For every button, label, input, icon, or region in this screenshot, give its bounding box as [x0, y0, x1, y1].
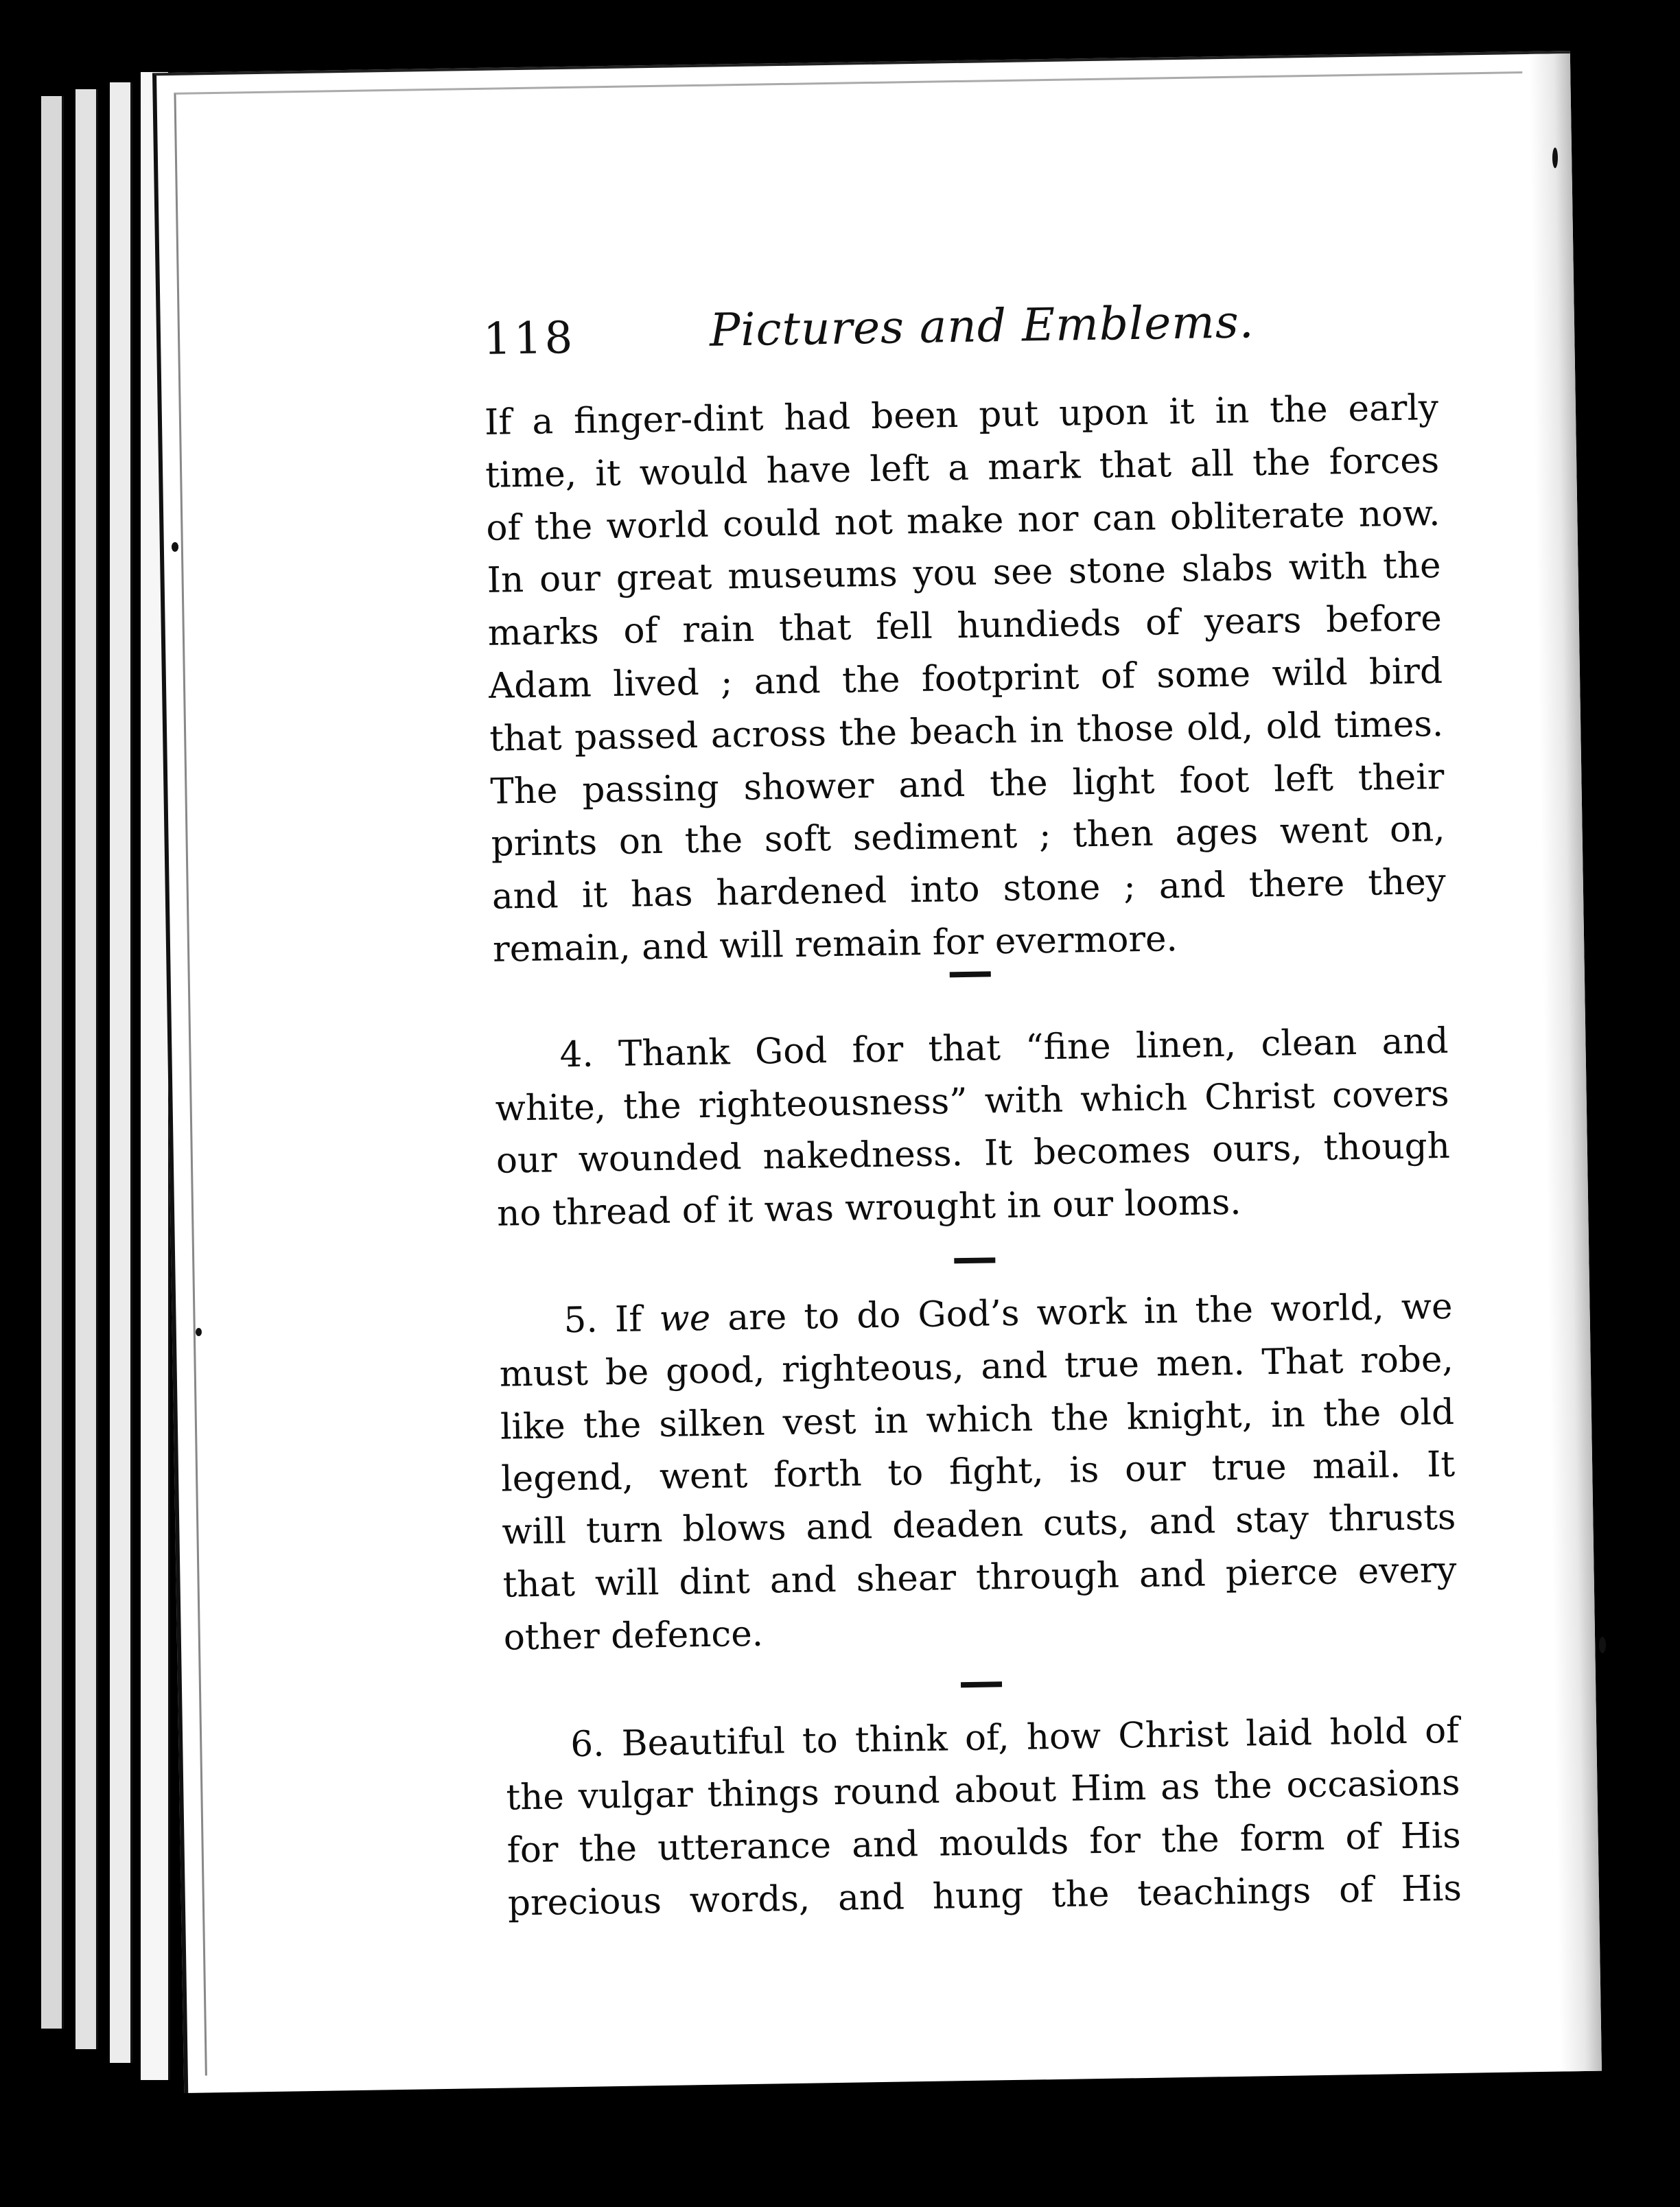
text-line: time, it would have left a mark that all the forces [485, 439, 1440, 496]
text-line: white, the righteousness” with which Christ covers [495, 1073, 1450, 1130]
divider-rule [954, 1257, 995, 1263]
text-line: will turn blows and deaden cuts, and stay thrusts [501, 1496, 1456, 1553]
text-run: are to do God’s work in the world, we [727, 1285, 1453, 1339]
text-line: no thread of it was wrought in our looms. [496, 1181, 1241, 1235]
page-edge [110, 82, 132, 2063]
text-line: the vulgar things round about Him as the occasions [506, 1762, 1460, 1819]
text-run: 5. If [563, 1298, 642, 1342]
text-line: 6. Beautiful to think of, how Christ laid hold of [570, 1709, 1460, 1765]
text-line: of the world could not make nor can obliterate now. [486, 492, 1440, 549]
page-number: 118 [482, 312, 576, 365]
text-line: remain, and will remain for evermore. [492, 918, 1178, 970]
text-line: that passed across the beach in those old, old times. [489, 703, 1444, 760]
text-line: that will dint and shear through and pierce every [502, 1549, 1457, 1606]
text-line: and it has hardened into stone ; and there they [491, 861, 1447, 918]
text-line: our wounded nakedness. It becomes ours, though [495, 1125, 1451, 1182]
page-edge [75, 89, 98, 2049]
text-line: legend, went forth to fight, is our true mail. It [500, 1444, 1456, 1501]
text-line: other defence. [503, 1613, 764, 1659]
paragraph-6 [505, 1704, 1462, 1930]
text-line: precious words, and hung the teachings of His [507, 1867, 1462, 1924]
paragraph-4 [494, 1015, 1451, 1241]
scan-speck [172, 542, 178, 552]
text-line: 4. Thank God for that “fine linen, clean and [559, 1020, 1449, 1076]
text-line: like the silken vest in which the knight, in the old [500, 1391, 1455, 1448]
running-title: Pictures and Emblems. [709, 295, 1255, 357]
running-head [482, 286, 1390, 376]
text-line: prints on the soft sediment ; then ages went on, [491, 808, 1446, 865]
book-page [152, 51, 1602, 2093]
text-line: for the utterance and moulds for the form of His [506, 1814, 1462, 1871]
text-line: must be good, righteous, and true men. That robe, [499, 1338, 1454, 1395]
emphasis-text: we [659, 1297, 711, 1340]
paragraph-continued [484, 382, 1447, 976]
scan-speck [1552, 148, 1558, 168]
divider-rule [961, 1681, 1002, 1688]
scan-speck [196, 1328, 202, 1336]
page-edge [41, 96, 64, 2029]
page-body [484, 382, 1462, 1930]
text-line: marks of rain that fell hundieds of years before [487, 598, 1443, 655]
divider-rule [950, 971, 991, 977]
text-line: In our great museums you see stone slabs with the [487, 545, 1441, 602]
paragraph-5 [498, 1281, 1458, 1664]
text-line: The passing shower and the light foot left their [490, 756, 1445, 813]
text-line: Adam lived ; and the footprint of some wild bird [488, 650, 1443, 707]
text-line: If a finger-dint had been put upon it in the early [484, 387, 1439, 443]
scan-speck [1599, 1637, 1606, 1653]
